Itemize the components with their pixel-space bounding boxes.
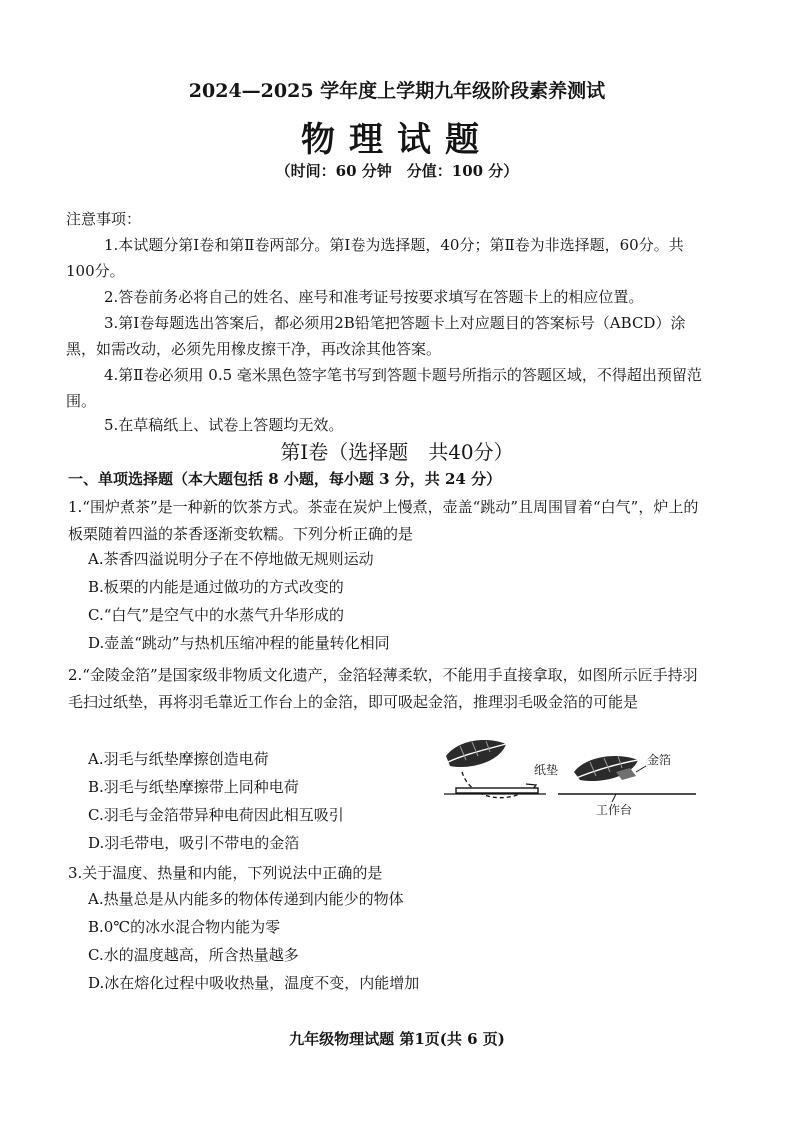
note-item-5: 5.在草稿纸上、试卷上答题均无效。 <box>104 416 344 434</box>
question-1-option-b: B.板栗的内能是通过做功的方式改变的 <box>88 578 344 596</box>
question-1-option-d: D.壶盖“跳动”与热机压缩冲程的能量转化相同 <box>88 634 390 652</box>
note-item-4: 4.第Ⅱ卷必须用 0.5 毫米黑色签字笔书写到答题卡题号所指示的答题区域，不得超出预留范围。 <box>66 366 702 410</box>
notes-heading: 注意事项： <box>66 210 142 228</box>
question-2-option-b: B.羽毛与纸垫摩擦带上同种电荷 <box>88 778 299 796</box>
exam-top-title: 2024—2025 学年度上学期九年级阶段素养测试 <box>188 80 606 102</box>
page-footer: 九年级物理试题 第1页(共 6 页) <box>289 1030 505 1048</box>
question-1-option-a: A.茶香四溢说明分子在不停地做无规则运动 <box>88 550 374 568</box>
section-title: 第Ⅰ卷（选择题 共40分） <box>280 440 514 464</box>
exam-subtitle: （时间：60 分钟 分值：100 分） <box>275 162 519 180</box>
paper-pad-label: 纸垫 <box>534 763 559 777</box>
feather-gold-foil-figure <box>440 732 700 842</box>
question-3-option-d: D.冰在熔化过程中吸收热量，温度不变，内能增加 <box>88 974 420 992</box>
note-item-2: 2.答卷前务必将自己的姓名、座号和准考证号按要求填写在答题卡上的相应位置。 <box>104 288 644 306</box>
note-item-1: 1.本试题分第Ⅰ卷和第Ⅱ卷两部分。第Ⅰ卷为选择题，40分；第Ⅱ卷为非选择题，60分。共100分。 <box>66 236 684 280</box>
question-2-option-a: A.羽毛与纸垫摩擦创造电荷 <box>88 750 269 768</box>
question-2-option-c: C.羽毛与金箔带异种电荷因此相互吸引 <box>88 806 344 824</box>
question-2-stem: 2.“金陵金箔”是国家级非物质文化遗产，金箔轻薄柔软，不能用手直接拿取，如图所示匠手持羽毛扫过纸垫，再将羽毛靠近工作台上的金箔，即可吸起金箔，推理羽毛吸金箔的可能是 <box>68 666 698 711</box>
question-1-stem: 1.“围炉煮茶”是一种新的饮茶方式。茶壶在炭炉上慢煮，壶盖“跳动”且周围冒着“白气”，炉上的板栗随着四溢的茶香逐渐变软糯。下列分析正确的是 <box>68 498 699 543</box>
note-item-3: 3.第Ⅰ卷每题选出答案后，都必须用2B铅笔把答题卡上对应题目的答案标号（ABCD）涂黑，如需改动，必须先用橡皮擦干净，再改涂其他答案。 <box>66 314 686 358</box>
question-1-option-c: C.“白气”是空气中的水蒸气升华形成的 <box>88 606 345 624</box>
feather-icon-right <box>574 756 638 781</box>
question-3-option-a: A.热量总是从内能多的物体传递到内能少的物体 <box>88 890 404 908</box>
part-heading: 一、单项选择题（本大题包括 8 小题，每小题 3 分，共 24 分） <box>68 470 502 488</box>
question-3-option-c: C.水的温度越高，所含热量越多 <box>88 946 299 964</box>
exam-main-title: 物理试题 <box>301 120 493 160</box>
question-3-stem: 3.关于温度、热量和内能，下列说法中正确的是 <box>68 864 383 882</box>
gold-foil-label: 金箔 <box>647 753 672 767</box>
paper-pad-shape <box>456 788 538 793</box>
question-3-option-b: B.0℃的冰水混合物内能为零 <box>88 918 281 936</box>
question-2-option-d: D.羽毛带电，吸引不带电的金箔 <box>88 834 300 852</box>
feather-icon-left <box>446 740 506 767</box>
workbench-label: 工作台 <box>596 803 633 817</box>
